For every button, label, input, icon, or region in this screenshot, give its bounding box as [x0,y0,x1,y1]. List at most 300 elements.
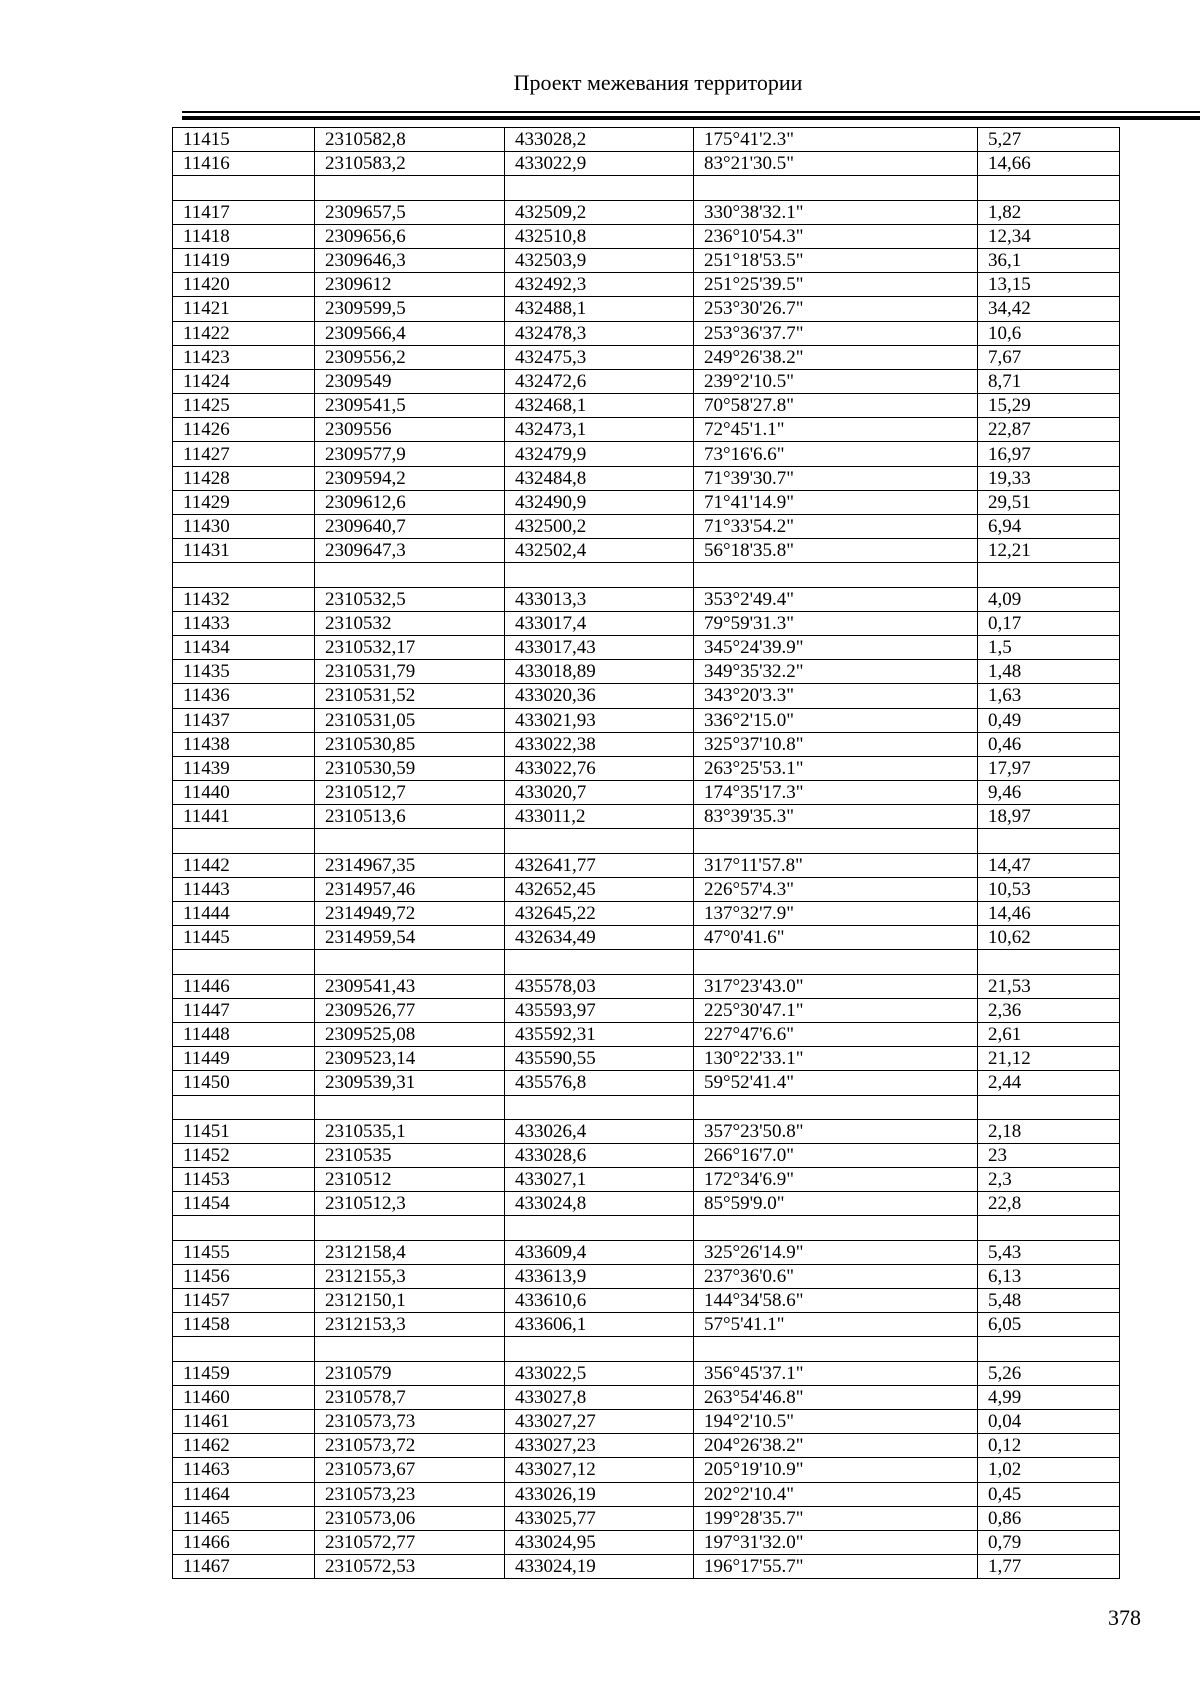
bearing-cell: 253°36'37.7" [694,321,978,345]
y-coordinate-cell [505,176,694,200]
point-number-cell: 11431 [173,539,315,563]
y-coordinate-cell: 433017,4 [505,611,694,635]
distance-cell: 2,18 [978,1119,1120,1143]
table-row [173,200,1120,224]
point-number-cell [173,950,315,974]
bearing-cell: 47°0'41.6" [694,926,978,950]
point-number-cell [173,829,315,853]
x-coordinate-cell: 2310512 [315,1168,505,1192]
y-coordinate-cell: 433013,3 [505,587,694,611]
bearing-cell: 356°45'37.1" [694,1361,978,1385]
x-coordinate-cell: 2310579 [315,1361,505,1385]
y-coordinate-cell [505,563,694,587]
y-coordinate-cell: 435578,03 [505,974,694,998]
y-coordinate-cell: 433028,6 [505,1143,694,1167]
point-number-cell: 11416 [173,152,315,176]
point-number-cell: 11438 [173,732,315,756]
point-number-cell: 11423 [173,345,315,369]
distance-cell: 10,6 [978,321,1120,345]
distance-cell: 14,46 [978,902,1120,926]
distance-cell [978,1337,1120,1361]
table-row [173,273,1120,297]
distance-cell [978,563,1120,587]
y-coordinate-cell: 432645,22 [505,902,694,926]
distance-cell: 0,17 [978,611,1120,635]
y-coordinate-cell: 433610,6 [505,1289,694,1313]
x-coordinate-cell: 2310530,85 [315,732,505,756]
bearing-cell: 325°26'14.9" [694,1240,978,1264]
x-coordinate-cell: 2309541,5 [315,394,505,418]
bearing-cell [694,1216,978,1240]
x-coordinate-cell [315,1095,505,1119]
y-coordinate-cell: 435576,8 [505,1071,694,1095]
bearing-cell: 249°26'38.2" [694,345,978,369]
separator-row [173,1095,1120,1119]
point-number-cell: 11437 [173,708,315,732]
y-coordinate-cell: 432479,9 [505,442,694,466]
distance-cell: 21,53 [978,974,1120,998]
bearing-cell: 70°58'27.8" [694,394,978,418]
point-number-cell: 11457 [173,1289,315,1313]
table-row [173,1361,1120,1385]
point-number-cell: 11449 [173,1047,315,1071]
x-coordinate-cell: 2310578,7 [315,1385,505,1409]
point-number-cell: 11415 [173,128,315,152]
bearing-cell: 357°23'50.8" [694,1119,978,1143]
y-coordinate-cell: 433609,4 [505,1240,694,1264]
distance-cell: 15,29 [978,394,1120,418]
distance-cell: 36,1 [978,248,1120,272]
x-coordinate-cell: 2309646,3 [315,248,505,272]
point-number-cell: 11433 [173,611,315,635]
x-coordinate-cell: 2314957,46 [315,877,505,901]
table-row [173,1506,1120,1530]
bearing-cell: 57°5'41.1" [694,1313,978,1337]
y-coordinate-cell: 432509,2 [505,200,694,224]
x-coordinate-cell: 2309566,4 [315,321,505,345]
y-coordinate-cell: 432634,49 [505,926,694,950]
bearing-cell: 317°23'43.0" [694,974,978,998]
y-coordinate-cell: 432652,45 [505,877,694,901]
y-coordinate-cell: 433017,43 [505,635,694,659]
distance-cell: 2,44 [978,1071,1120,1095]
point-number-cell: 11455 [173,1240,315,1264]
page-number: 378 [1108,1605,1141,1630]
distance-cell: 29,51 [978,490,1120,514]
distance-cell: 1,02 [978,1458,1120,1482]
y-coordinate-cell: 432641,77 [505,853,694,877]
point-number-cell: 11459 [173,1361,315,1385]
distance-cell: 1,77 [978,1555,1120,1579]
y-coordinate-cell: 433027,8 [505,1385,694,1409]
point-number-cell: 11447 [173,998,315,1022]
table-row [173,1434,1120,1458]
x-coordinate-cell: 2310535 [315,1143,505,1167]
y-coordinate-cell: 433024,8 [505,1192,694,1216]
distance-cell: 14,66 [978,152,1120,176]
table-row [173,1555,1120,1579]
table-row [173,1289,1120,1313]
distance-cell: 5,43 [978,1240,1120,1264]
separator-row [173,1216,1120,1240]
bearing-cell: 266°16'7.0" [694,1143,978,1167]
bearing-cell: 196°17'55.7" [694,1555,978,1579]
distance-cell: 2,36 [978,998,1120,1022]
point-number-cell: 11430 [173,515,315,539]
point-number-cell: 11464 [173,1482,315,1506]
x-coordinate-cell: 2310532 [315,611,505,635]
y-coordinate-cell: 433024,95 [505,1530,694,1554]
x-coordinate-cell: 2309612,6 [315,490,505,514]
distance-cell: 34,42 [978,297,1120,321]
y-coordinate-cell: 432500,2 [505,515,694,539]
x-coordinate-cell: 2314949,72 [315,902,505,926]
x-coordinate-cell: 2309556 [315,418,505,442]
x-coordinate-cell: 2309525,08 [315,1022,505,1046]
bearing-cell: 336°2'15.0" [694,708,978,732]
table-row [173,1119,1120,1143]
y-coordinate-cell: 433021,93 [505,708,694,732]
point-number-cell: 11445 [173,926,315,950]
table-row [173,611,1120,635]
bearing-cell: 204°26'38.2" [694,1434,978,1458]
y-coordinate-cell: 433022,9 [505,152,694,176]
distance-cell: 4,99 [978,1385,1120,1409]
bearing-cell: 199°28'35.7" [694,1506,978,1530]
bearing-cell: 239°2'10.5" [694,369,978,393]
y-coordinate-cell [505,1095,694,1119]
table-row [173,635,1120,659]
bearing-cell: 202°2'10.4" [694,1482,978,1506]
y-coordinate-cell: 433613,9 [505,1264,694,1288]
y-coordinate-cell: 432472,6 [505,369,694,393]
coordinates-table-body [173,128,1120,1579]
table-row [173,708,1120,732]
y-coordinate-cell: 433027,27 [505,1409,694,1433]
table-row [173,1192,1120,1216]
header-rule-thin [182,111,1200,113]
table-row [173,152,1120,176]
distance-cell: 17,97 [978,756,1120,780]
table-row [173,853,1120,877]
separator-row [173,829,1120,853]
table-row [173,418,1120,442]
y-coordinate-cell: 433020,36 [505,684,694,708]
y-coordinate-cell: 432478,3 [505,321,694,345]
x-coordinate-cell: 2309549 [315,369,505,393]
x-coordinate-cell: 2309539,31 [315,1071,505,1095]
bearing-cell: 251°18'53.5" [694,248,978,272]
bearing-cell: 226°57'4.3" [694,877,978,901]
x-coordinate-cell: 2309526,77 [315,998,505,1022]
distance-cell: 0,79 [978,1530,1120,1554]
distance-cell: 4,09 [978,587,1120,611]
point-number-cell: 11435 [173,660,315,684]
table-row [173,1409,1120,1433]
coordinates-table [172,127,1120,1579]
bearing-cell: 263°54'46.8" [694,1385,978,1409]
y-coordinate-cell: 433011,2 [505,805,694,829]
bearing-cell: 85°59'9.0" [694,1192,978,1216]
y-coordinate-cell [505,1337,694,1361]
x-coordinate-cell: 2310532,5 [315,587,505,611]
distance-cell: 2,61 [978,1022,1120,1046]
distance-cell: 13,15 [978,273,1120,297]
table-row [173,128,1120,152]
bearing-cell: 205°19'10.9" [694,1458,978,1482]
table-row [173,1458,1120,1482]
table-row [173,466,1120,490]
bearing-cell: 174°35'17.3" [694,781,978,805]
bearing-cell [694,176,978,200]
y-coordinate-cell: 433024,19 [505,1555,694,1579]
point-number-cell: 11444 [173,902,315,926]
distance-cell [978,176,1120,200]
point-number-cell: 11424 [173,369,315,393]
y-coordinate-cell [505,950,694,974]
bearing-cell: 72°45'1.1" [694,418,978,442]
x-coordinate-cell: 2309556,2 [315,345,505,369]
distance-cell: 14,47 [978,853,1120,877]
bearing-cell: 130°22'33.1" [694,1047,978,1071]
y-coordinate-cell: 432503,9 [505,248,694,272]
distance-cell: 0,49 [978,708,1120,732]
bearing-cell: 59°52'41.4" [694,1071,978,1095]
point-number-cell: 11443 [173,877,315,901]
bearing-cell: 71°41'14.9" [694,490,978,514]
y-coordinate-cell: 435593,97 [505,998,694,1022]
distance-cell: 0,12 [978,1434,1120,1458]
distance-cell: 12,34 [978,224,1120,248]
x-coordinate-cell: 2312150,1 [315,1289,505,1313]
y-coordinate-cell: 433028,2 [505,128,694,152]
bearing-cell [694,1337,978,1361]
bearing-cell: 137°32'7.9" [694,902,978,926]
table-row [173,732,1120,756]
x-coordinate-cell [315,1216,505,1240]
x-coordinate-cell: 2310530,59 [315,756,505,780]
distance-cell: 1,63 [978,684,1120,708]
point-number-cell: 11420 [173,273,315,297]
x-coordinate-cell: 2310573,72 [315,1434,505,1458]
y-coordinate-cell [505,829,694,853]
x-coordinate-cell [315,950,505,974]
x-coordinate-cell: 2310535,1 [315,1119,505,1143]
table-row [173,756,1120,780]
table-row [173,1313,1120,1337]
distance-cell: 2,3 [978,1168,1120,1192]
y-coordinate-cell: 432488,1 [505,297,694,321]
y-coordinate-cell: 433025,77 [505,1506,694,1530]
y-coordinate-cell: 435590,55 [505,1047,694,1071]
bearing-cell: 325°37'10.8" [694,732,978,756]
distance-cell: 10,62 [978,926,1120,950]
x-coordinate-cell: 2312155,3 [315,1264,505,1288]
distance-cell: 5,26 [978,1361,1120,1385]
table-row [173,515,1120,539]
distance-cell [978,1095,1120,1119]
bearing-cell: 343°20'3.3" [694,684,978,708]
bearing-cell [694,563,978,587]
point-number-cell: 11456 [173,1264,315,1288]
point-number-cell: 11418 [173,224,315,248]
point-number-cell: 11461 [173,1409,315,1433]
point-number-cell: 11427 [173,442,315,466]
x-coordinate-cell: 2310573,73 [315,1409,505,1433]
point-number-cell: 11421 [173,297,315,321]
distance-cell: 1,5 [978,635,1120,659]
bearing-cell: 56°18'35.8" [694,539,978,563]
x-coordinate-cell: 2309640,7 [315,515,505,539]
x-coordinate-cell: 2310572,53 [315,1555,505,1579]
x-coordinate-cell: 2309577,9 [315,442,505,466]
point-number-cell: 11467 [173,1555,315,1579]
x-coordinate-cell: 2310582,8 [315,128,505,152]
point-number-cell: 11451 [173,1119,315,1143]
bearing-cell [694,950,978,974]
y-coordinate-cell: 433027,12 [505,1458,694,1482]
bearing-cell: 175°41'2.3" [694,128,978,152]
table-row [173,1071,1120,1095]
y-coordinate-cell: 432484,8 [505,466,694,490]
distance-cell: 9,46 [978,781,1120,805]
x-coordinate-cell: 2310583,2 [315,152,505,176]
point-number-cell: 11446 [173,974,315,998]
table-row [173,1385,1120,1409]
y-coordinate-cell: 433606,1 [505,1313,694,1337]
point-number-cell [173,1095,315,1119]
x-coordinate-cell [315,1337,505,1361]
bearing-cell: 71°39'30.7" [694,466,978,490]
point-number-cell: 11440 [173,781,315,805]
distance-cell: 22,87 [978,418,1120,442]
table-row [173,490,1120,514]
bearing-cell: 251°25'39.5" [694,273,978,297]
distance-cell: 23 [978,1143,1120,1167]
y-coordinate-cell: 433022,38 [505,732,694,756]
page-title: Проект межевания территории [513,70,803,95]
y-coordinate-cell: 433018,89 [505,660,694,684]
table-row [173,805,1120,829]
y-coordinate-cell: 435592,31 [505,1022,694,1046]
y-coordinate-cell: 432490,9 [505,490,694,514]
distance-cell: 18,97 [978,805,1120,829]
point-number-cell: 11436 [173,684,315,708]
x-coordinate-cell: 2314967,35 [315,853,505,877]
distance-cell: 10,53 [978,877,1120,901]
x-coordinate-cell: 2309657,5 [315,200,505,224]
y-coordinate-cell: 433022,76 [505,756,694,780]
table-row [173,1047,1120,1071]
x-coordinate-cell: 2309594,2 [315,466,505,490]
bearing-cell: 237°36'0.6" [694,1264,978,1288]
distance-cell: 6,13 [978,1264,1120,1288]
table-row [173,321,1120,345]
distance-cell: 22,8 [978,1192,1120,1216]
y-coordinate-cell: 432473,1 [505,418,694,442]
table-row [173,926,1120,950]
table-row [173,345,1120,369]
point-number-cell: 11454 [173,1192,315,1216]
x-coordinate-cell [315,176,505,200]
y-coordinate-cell: 433022,5 [505,1361,694,1385]
point-number-cell: 11463 [173,1458,315,1482]
table-row [173,1264,1120,1288]
distance-cell [978,829,1120,853]
x-coordinate-cell: 2310512,3 [315,1192,505,1216]
point-number-cell: 11434 [173,635,315,659]
x-coordinate-cell: 2309599,5 [315,297,505,321]
bearing-cell: 236°10'54.3" [694,224,978,248]
x-coordinate-cell: 2310512,7 [315,781,505,805]
table-row [173,781,1120,805]
bearing-cell: 263°25'53.1" [694,756,978,780]
point-number-cell: 11417 [173,200,315,224]
bearing-cell: 353°2'49.4" [694,587,978,611]
x-coordinate-cell: 2310531,79 [315,660,505,684]
distance-cell: 8,71 [978,369,1120,393]
y-coordinate-cell: 432475,3 [505,345,694,369]
table-row [173,248,1120,272]
distance-cell: 0,86 [978,1506,1120,1530]
distance-cell: 7,67 [978,345,1120,369]
bearing-cell: 73°16'6.6" [694,442,978,466]
point-number-cell: 11450 [173,1071,315,1095]
bearing-cell: 194°2'10.5" [694,1409,978,1433]
x-coordinate-cell: 2310531,52 [315,684,505,708]
distance-cell: 1,82 [978,200,1120,224]
point-number-cell: 11425 [173,394,315,418]
y-coordinate-cell: 433026,19 [505,1482,694,1506]
x-coordinate-cell: 2310573,23 [315,1482,505,1506]
y-coordinate-cell: 433020,7 [505,781,694,805]
x-coordinate-cell: 2310531,05 [315,708,505,732]
bearing-cell: 71°33'54.2" [694,515,978,539]
point-number-cell: 11422 [173,321,315,345]
bearing-cell: 225°30'47.1" [694,998,978,1022]
point-number-cell: 11429 [173,490,315,514]
x-coordinate-cell: 2309656,6 [315,224,505,248]
y-coordinate-cell: 432492,3 [505,273,694,297]
separator-row [173,950,1120,974]
distance-cell [978,950,1120,974]
table-row [173,297,1120,321]
bearing-cell [694,1095,978,1119]
point-number-cell [173,1337,315,1361]
x-coordinate-cell: 2310572,77 [315,1530,505,1554]
point-number-cell: 11428 [173,466,315,490]
y-coordinate-cell [505,1216,694,1240]
x-coordinate-cell: 2312158,4 [315,1240,505,1264]
point-number-cell: 11458 [173,1313,315,1337]
bearing-cell: 317°11'57.8" [694,853,978,877]
x-coordinate-cell: 2309612 [315,273,505,297]
distance-cell: 19,33 [978,466,1120,490]
bearing-cell: 349°35'32.2" [694,660,978,684]
table-row [173,902,1120,926]
bearing-cell: 172°34'6.9" [694,1168,978,1192]
table-row [173,974,1120,998]
bearing-cell: 144°34'58.6" [694,1289,978,1313]
y-coordinate-cell: 432502,4 [505,539,694,563]
bearing-cell: 197°31'32.0" [694,1530,978,1554]
x-coordinate-cell: 2309523,14 [315,1047,505,1071]
point-number-cell: 11439 [173,756,315,780]
table-row [173,1022,1120,1046]
point-number-cell: 11442 [173,853,315,877]
x-coordinate-cell: 2312153,3 [315,1313,505,1337]
x-coordinate-cell: 2310573,06 [315,1506,505,1530]
